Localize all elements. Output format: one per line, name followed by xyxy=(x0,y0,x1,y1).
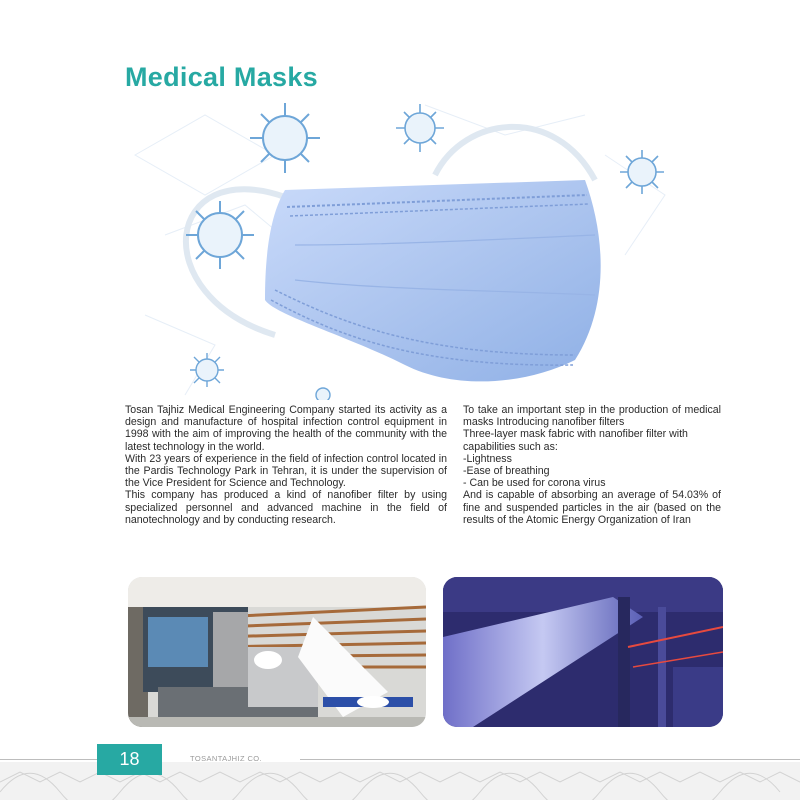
left-text-column xyxy=(125,404,447,526)
machine-photo xyxy=(128,577,426,727)
text-line-capabilities: Three-layer mask fabric with nanofiber filter with capabilities such as: xyxy=(463,428,688,453)
virus-icon xyxy=(620,150,664,194)
paragraph-production: To take an important step in the production of medical masks Introducing nanofiber filters xyxy=(463,404,721,429)
paragraph-nanofiber: This company has produced a kind of nanofiber filter by using specialized personnel and advanced machine in the field of nanotechnology and by conducting research. xyxy=(125,489,447,526)
text-line-corona: - Can be used for corona virus xyxy=(463,477,606,490)
paragraph-intro: Tosan Tajhiz Medical Engineering Company started its activity as a design and manufacture of hospital infection control equipment in 1998 with the aim of improving the health of the community with the latest technology in the world. xyxy=(125,404,447,453)
page-number: 18 xyxy=(97,744,162,775)
text-line-breathing: -Ease of breathing xyxy=(463,465,550,478)
company-name: TOSANTAJHIZ CO. xyxy=(190,754,262,763)
footer-divider-left xyxy=(0,759,97,760)
text-line-lightness: -Lightness xyxy=(463,452,512,465)
virus-icon xyxy=(396,104,444,152)
right-text-column xyxy=(463,404,721,526)
page-title: Medical Masks xyxy=(125,62,318,92)
virus-icon xyxy=(190,353,224,387)
footer-divider-right xyxy=(300,759,800,760)
virus-icon xyxy=(186,201,254,269)
paragraph-experience: With 23 years of experience in the field of infection control located in the Pardis Technology Park in Tehran, it is under the supervision of the Vice President for Science and Technology. xyxy=(125,452,447,490)
nanofiber-photo xyxy=(443,577,723,727)
virus-icon xyxy=(316,388,330,400)
paragraph-absorption: And is capable of absorbing an average of 54.03% of fine and suspended particles in the air (based on the results of the Atomic Energy Organization of Iran xyxy=(463,489,721,526)
mask-illustration xyxy=(125,95,685,400)
virus-icon xyxy=(250,103,320,173)
